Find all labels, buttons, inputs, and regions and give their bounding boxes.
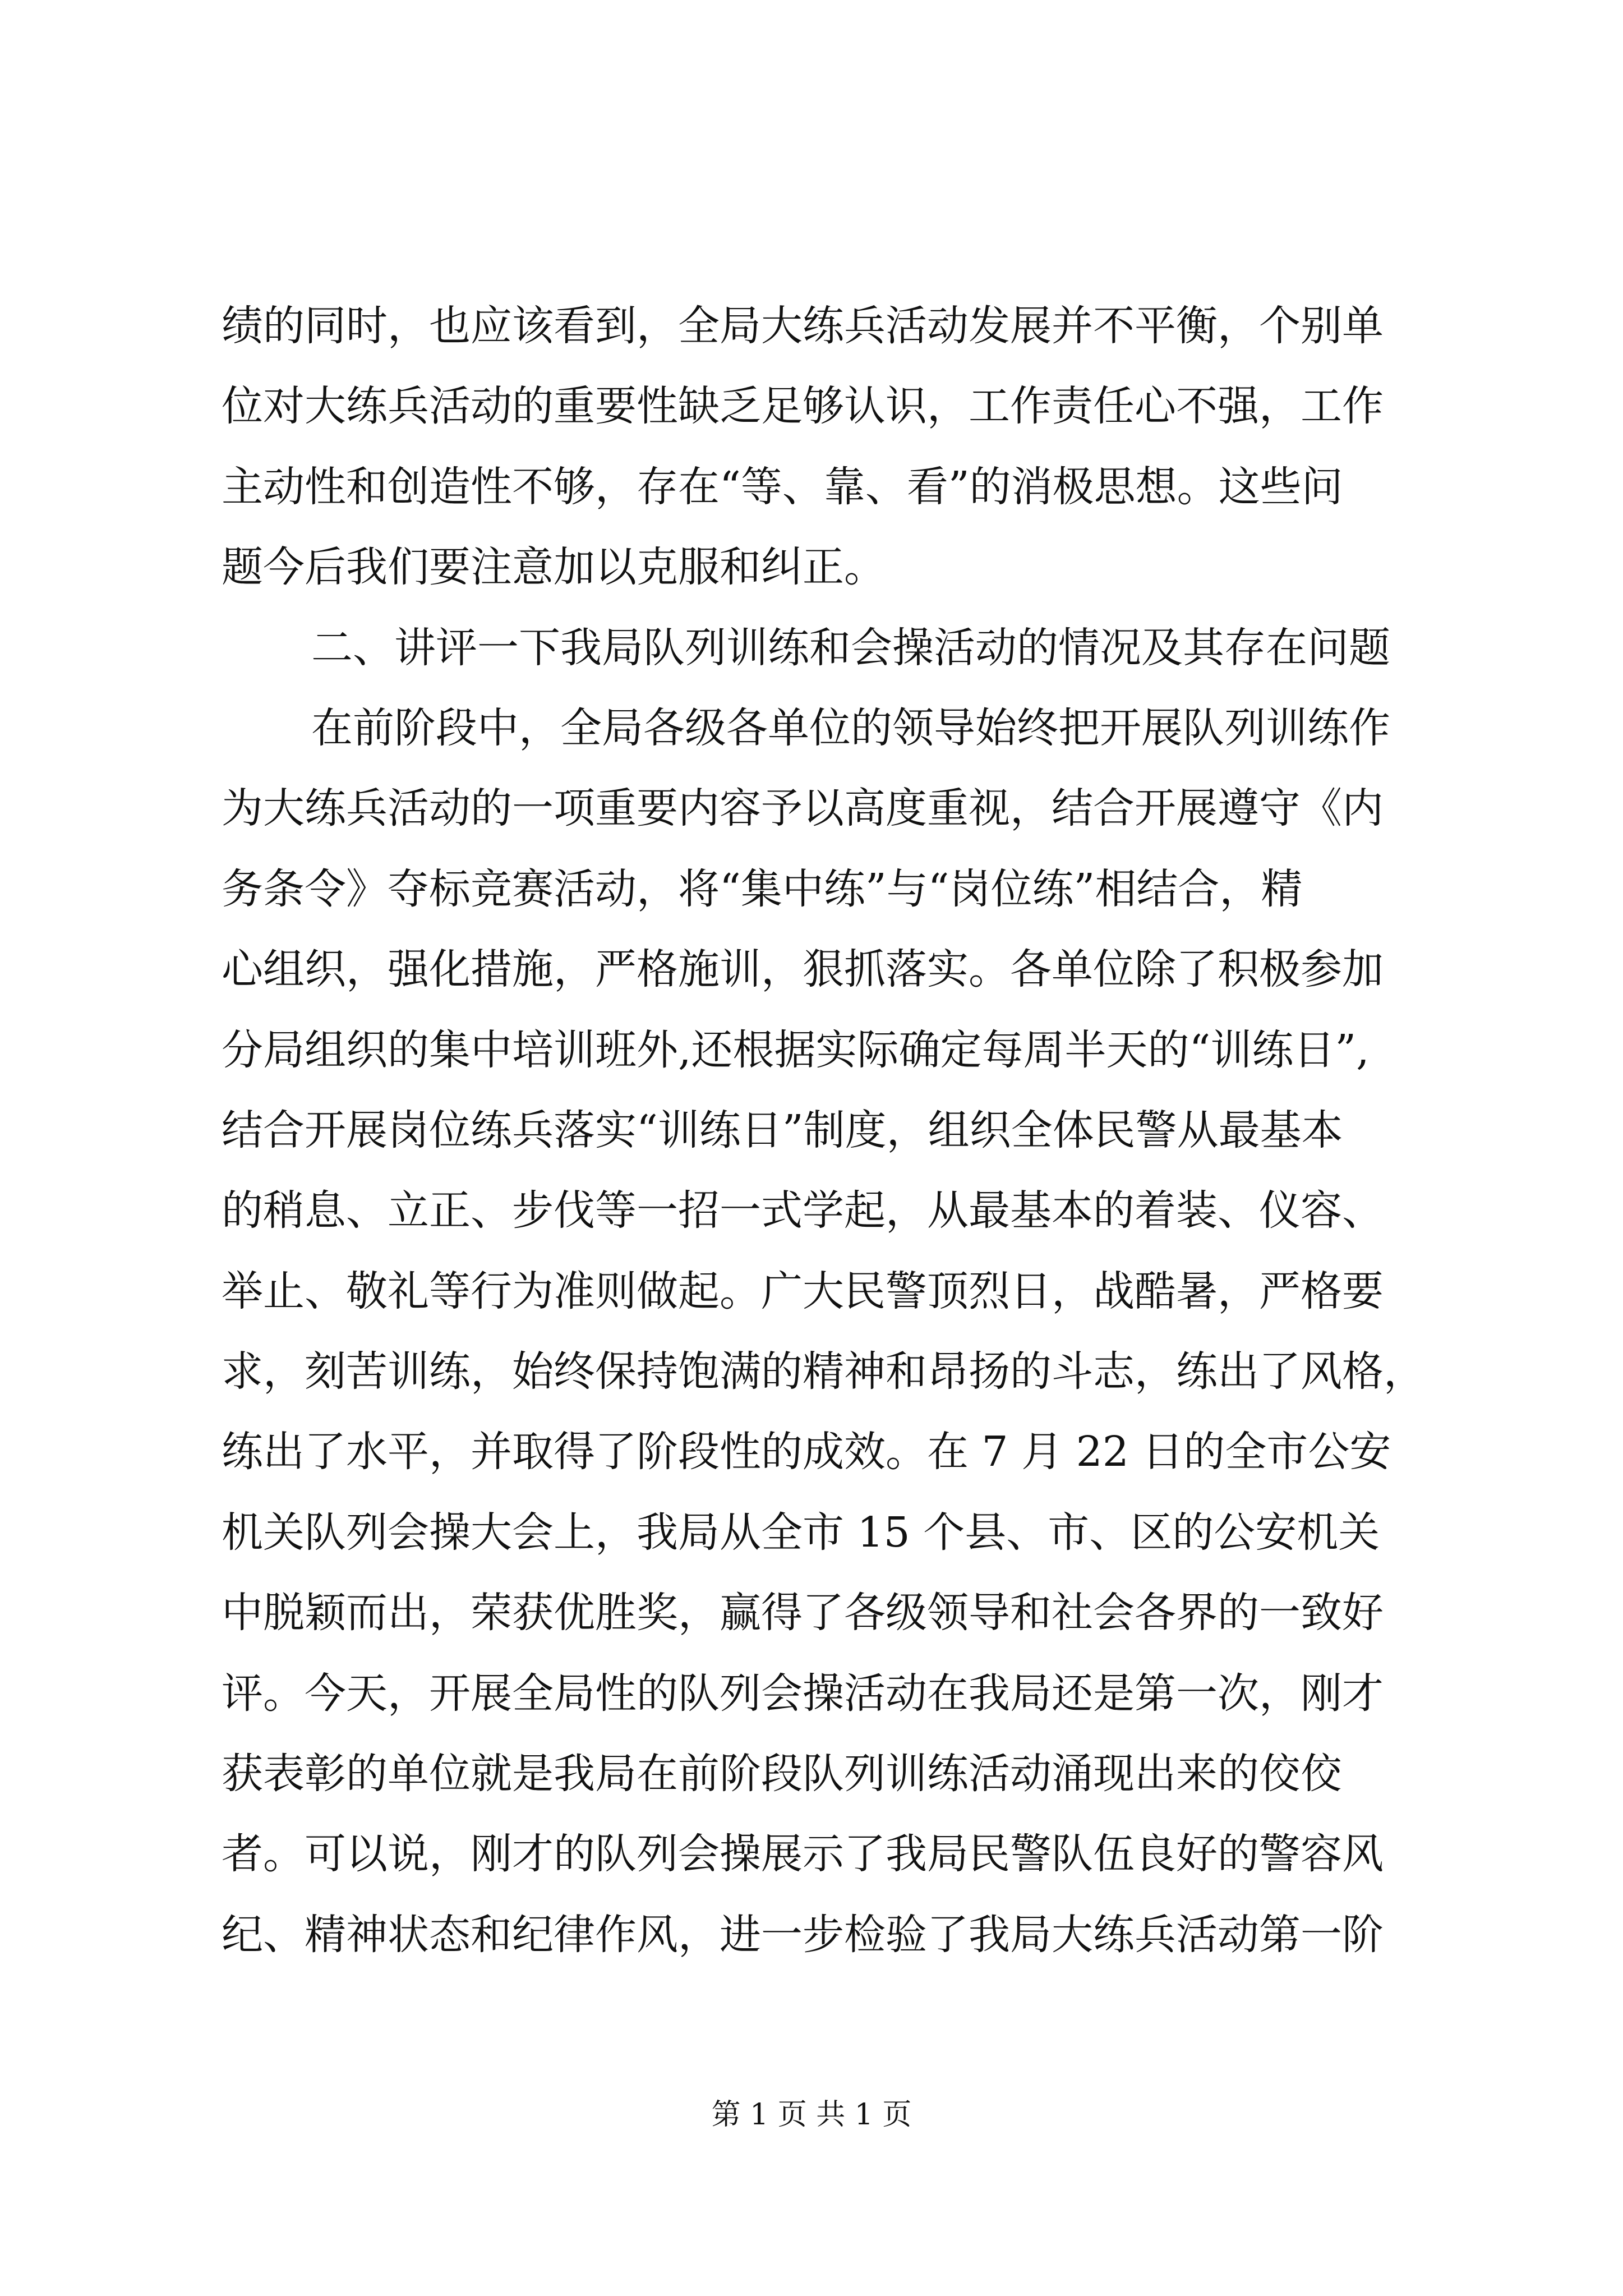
text-line: 结合开展岗位练兵落实“训练日”制度，组织全体民警从最基本 <box>222 1106 1343 1154</box>
text-line: 评。今天，开展全局性的队列会操活动在我局还是第一次，刚才 <box>222 1669 1384 1718</box>
text-line: 的稍息、立正、步伐等一招一式学起，从最基本的着装、仪容、 <box>222 1186 1384 1235</box>
text-line: 举止、敬礼等行为准则做起。广大民警顶烈日，战酷暑，严格要 <box>222 1267 1384 1315</box>
text-line: 练出了水平，并取得了阶段性的成效。在 7 月 22 日的全市公安 <box>222 1428 1391 1476</box>
document-body <box>222 286 1425 1975</box>
text-line: 位对大练兵活动的重要性缺乏足够认识，工作责任心不强，工作 <box>222 382 1384 431</box>
text-line: 主动性和创造性不够，存在“等、靠、看”的消极思想。这些问 <box>222 462 1343 511</box>
text-line: 在前阶段中，全局各级各单位的领导始终把开展队列训练作 <box>311 703 1390 752</box>
text-line: 者。可以说，刚才的队列会操展示了我局民警队伍良好的警容风 <box>222 1830 1384 1879</box>
text-line: 题今后我们要注意加以克服和纠正。 <box>222 543 886 592</box>
text-line: 心组织，强化措施，严格施训，狠抓落实。各单位除了积极参加 <box>222 945 1384 994</box>
text-line: 绩的同时，也应该看到，全局大练兵活动发展并不平衡，个别单 <box>222 302 1384 350</box>
text-line: 纪、精神状态和纪律作风，进一步检验了我局大练兵活动第一阶 <box>222 1910 1384 1959</box>
text-line: 中脱颖而出，荣获优胜奖，赢得了各级领导和社会各界的一致好 <box>222 1589 1384 1637</box>
text-line: 务条令》夺标竞赛活动，将“集中练”与“岗位练”相结合，精 <box>222 864 1303 913</box>
text-line: 获表彰的单位就是我局在前阶段队列训练活动涌现出来的佼佼 <box>222 1750 1342 1798</box>
text-line: 为大练兵活动的一项重要内容予以高度重视，结合开展遵守《内 <box>222 784 1384 833</box>
text-line: 分局组织的集中培训班外,还根据实际确定每周半天的“训练日”, <box>222 1025 1370 1074</box>
section-heading: 二、讲评一下我局队列训练和会操活动的情况及其存在问题 <box>311 623 1390 672</box>
text-line: 求，刻苦训练，始终保持饱满的精神和昂扬的斗志，练出了风格， <box>222 1347 1425 1396</box>
text-line: 机关队列会操大会上，我局从全市 15 个县、市、区的公安机关 <box>222 1508 1380 1557</box>
page-footer: 第 1 页 共 1 页 <box>711 2098 912 2132</box>
